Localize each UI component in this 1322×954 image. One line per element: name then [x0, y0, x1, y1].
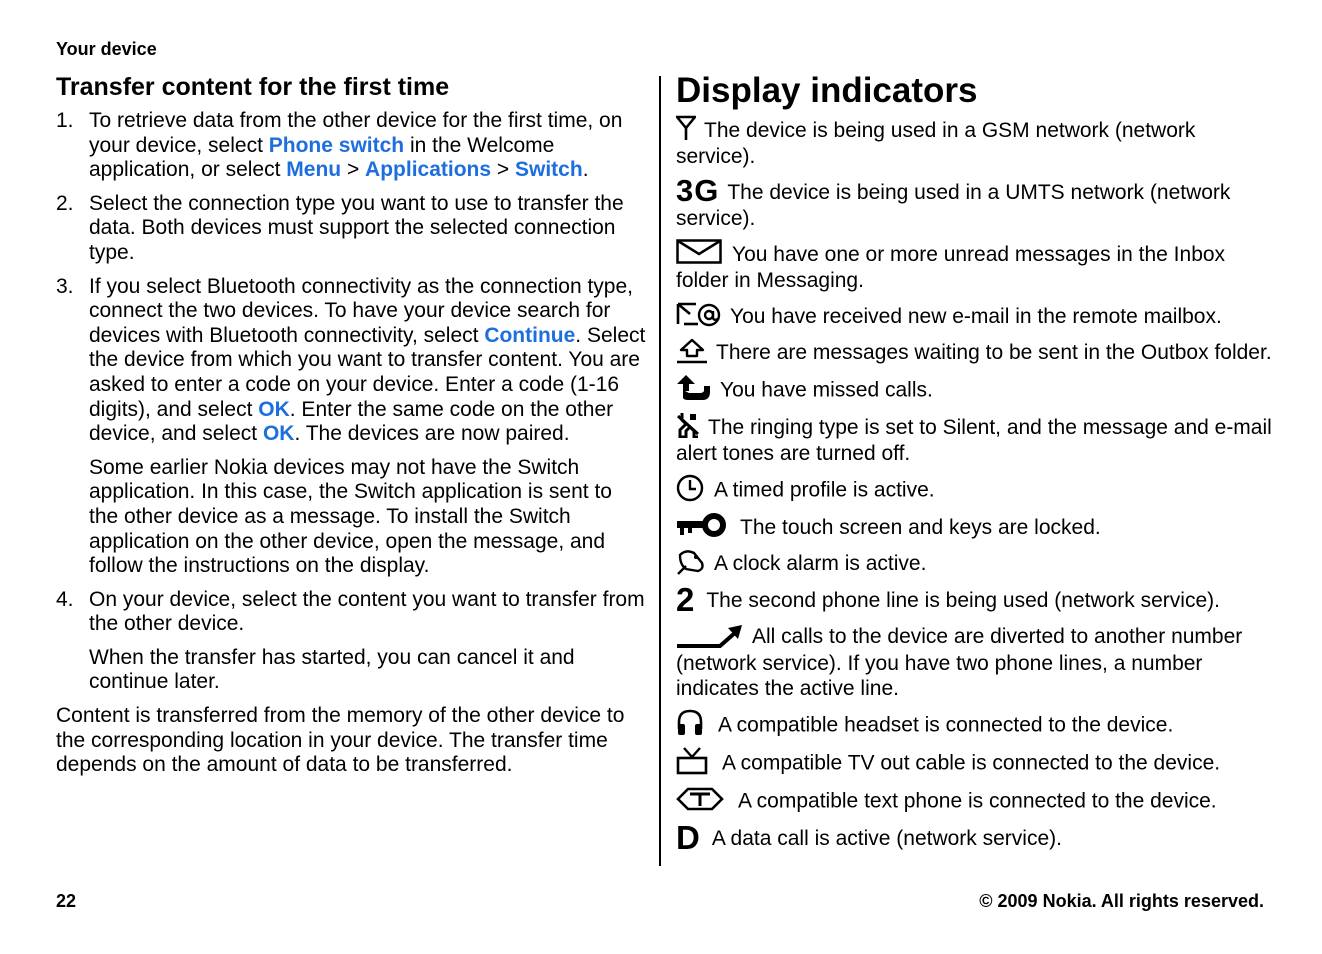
- step-text: . The devices are now paired.: [294, 422, 570, 446]
- indicator-email: [676, 304, 1276, 330]
- line-two-icon: 2: [676, 581, 695, 619]
- data-call-icon: D: [676, 818, 700, 856]
- step-number: 2.: [56, 191, 74, 215]
- indicator-text: The device is being used in a UMTS network (network service).: [676, 180, 1231, 231]
- missed-call-icon: [676, 374, 712, 402]
- link-applications[interactable]: Applications: [365, 158, 492, 182]
- indicator-divert: [676, 624, 1276, 701]
- step-text: in the Welcome application, or select: [89, 133, 555, 182]
- step-item: [56, 109, 646, 183]
- text-phone-icon: [676, 785, 724, 813]
- path-separator: >: [341, 158, 366, 182]
- indicator-text: A clock alarm is active.: [714, 552, 927, 576]
- 3g-icon: 3G: [676, 173, 720, 209]
- indicator-text: You have received new e-mail in the remote mailbox.: [730, 304, 1222, 328]
- page-number: 22: [56, 891, 77, 911]
- indicator-umts: [676, 173, 1276, 232]
- envelope-icon: [676, 239, 724, 265]
- steps-list: [56, 109, 646, 695]
- call-divert-icon: [676, 624, 744, 650]
- indicator-text: The device is being used in a GSM network (network service).: [676, 119, 1196, 169]
- step-text: .: [582, 158, 589, 182]
- link-menu[interactable]: Menu: [286, 158, 342, 182]
- link-switch[interactable]: Switch: [515, 158, 583, 182]
- indicator-text: The ringing type is set to Silent, and the message and e-mail alert tones are turned off.: [676, 415, 1272, 466]
- section-heading: Transfer content for the first time: [56, 73, 450, 101]
- step-text: If you select Bluetooth connectivity as the connection type, connect the two devices. To have your device search for devices with Bluetooth connectivity, select: [89, 274, 633, 347]
- link-ok[interactable]: OK: [258, 397, 290, 421]
- timer-clock-icon: [676, 474, 706, 502]
- indicator-missed-calls: [676, 377, 1276, 405]
- indicator-text: A compatible TV out cable is connected to the device.: [722, 751, 1221, 775]
- link-continue[interactable]: Continue: [484, 323, 576, 347]
- indicator-timed-profile: [676, 477, 1276, 505]
- link-phone-switch[interactable]: Phone switch: [268, 133, 405, 157]
- indicator-text: A compatible text phone is connected to the device.: [738, 789, 1217, 813]
- indicator-line-two: [676, 581, 1276, 619]
- indicator-text: The touch screen and keys are locked.: [740, 515, 1101, 539]
- indicator-headset: [676, 712, 1276, 740]
- step-item: [56, 192, 646, 266]
- indicator-outbox: [676, 340, 1276, 366]
- indicator-text: There are messages waiting to be sent in the Outbox folder.: [716, 341, 1272, 365]
- running-header: Your device: [56, 39, 157, 59]
- tv-out-icon: [676, 747, 708, 775]
- indicator-keylock: [676, 515, 1276, 541]
- outbox-icon: [676, 338, 708, 364]
- indicator-text: A data call is active (network service).: [711, 826, 1062, 850]
- path-separator: >: [491, 158, 515, 182]
- column-divider: [659, 76, 661, 866]
- copyright: © 2009 Nokia. All rights reserved.: [979, 891, 1264, 911]
- indicator-data-call: [676, 818, 1276, 856]
- link-ok[interactable]: OK: [262, 422, 295, 446]
- step-text: Select the connection type you want to use to transfer the data. Both devices must support the selected connection type.: [89, 191, 624, 264]
- headset-icon: [676, 709, 704, 737]
- indicator-unread: [676, 242, 1276, 294]
- step-text: . Enter the same code on the other device, and select: [89, 397, 614, 446]
- key-lock-icon: [676, 512, 726, 538]
- email-at-icon: [676, 301, 722, 327]
- indicator-text-phone: [676, 788, 1276, 816]
- step-number: 3.: [56, 274, 74, 298]
- indicator-text: A timed profile is active.: [714, 478, 935, 502]
- indicator-tv-out: [676, 750, 1276, 778]
- step-note: Some earlier Nokia devices may not have the Switch application. In this case, the Switch application is sent to the other device as a message. To install the Switch application on the other device, open the message, and follow the instructions on the display.: [89, 455, 612, 578]
- indicator-text: You have missed calls.: [720, 378, 933, 402]
- step-number: 1.: [56, 109, 74, 132]
- indicator-silent: [676, 415, 1276, 467]
- indicators-section: [676, 70, 1276, 862]
- indicator-text: The second phone line is being used (network service).: [706, 588, 1220, 612]
- step-text: . Select the device from which you want to transfer content. You are asked to enter a code on your device. Enter a code (1-16 digits), and select: [89, 323, 646, 421]
- alarm-bell-icon: [676, 549, 706, 575]
- step-item: [56, 275, 646, 579]
- closing-paragraph: Content is transferred from the memory of the other device to the corresponding location in your device. The transfer time depends on the amount of data to be transferred.: [56, 704, 625, 777]
- indicator-gsm: [676, 118, 1276, 170]
- indicator-text: You have one or more unread messages in the Inbox folder in Messaging.: [676, 242, 1226, 293]
- step-text: To retrieve data from the other device for the first time, on your device, select: [89, 109, 623, 157]
- step-text: On your device, select the content you want to transfer from the other device.: [89, 587, 645, 636]
- indicator-text: A compatible headset is connected to the device.: [718, 713, 1174, 737]
- silent-icon: [676, 412, 700, 438]
- indicator-alarm: [676, 551, 1276, 577]
- indicators-heading: Display indicators: [676, 71, 978, 110]
- step-item: [56, 588, 646, 695]
- transfer-section: [56, 72, 646, 778]
- gsm-antenna-icon: [676, 115, 696, 141]
- indicator-text: All calls to the device are diverted to another number (network service). If you have two phone lines, a number indicates the active line.: [676, 625, 1243, 701]
- step-note: When the transfer has started, you can cancel it and continue later.: [89, 645, 575, 694]
- step-number: 4.: [56, 587, 74, 611]
